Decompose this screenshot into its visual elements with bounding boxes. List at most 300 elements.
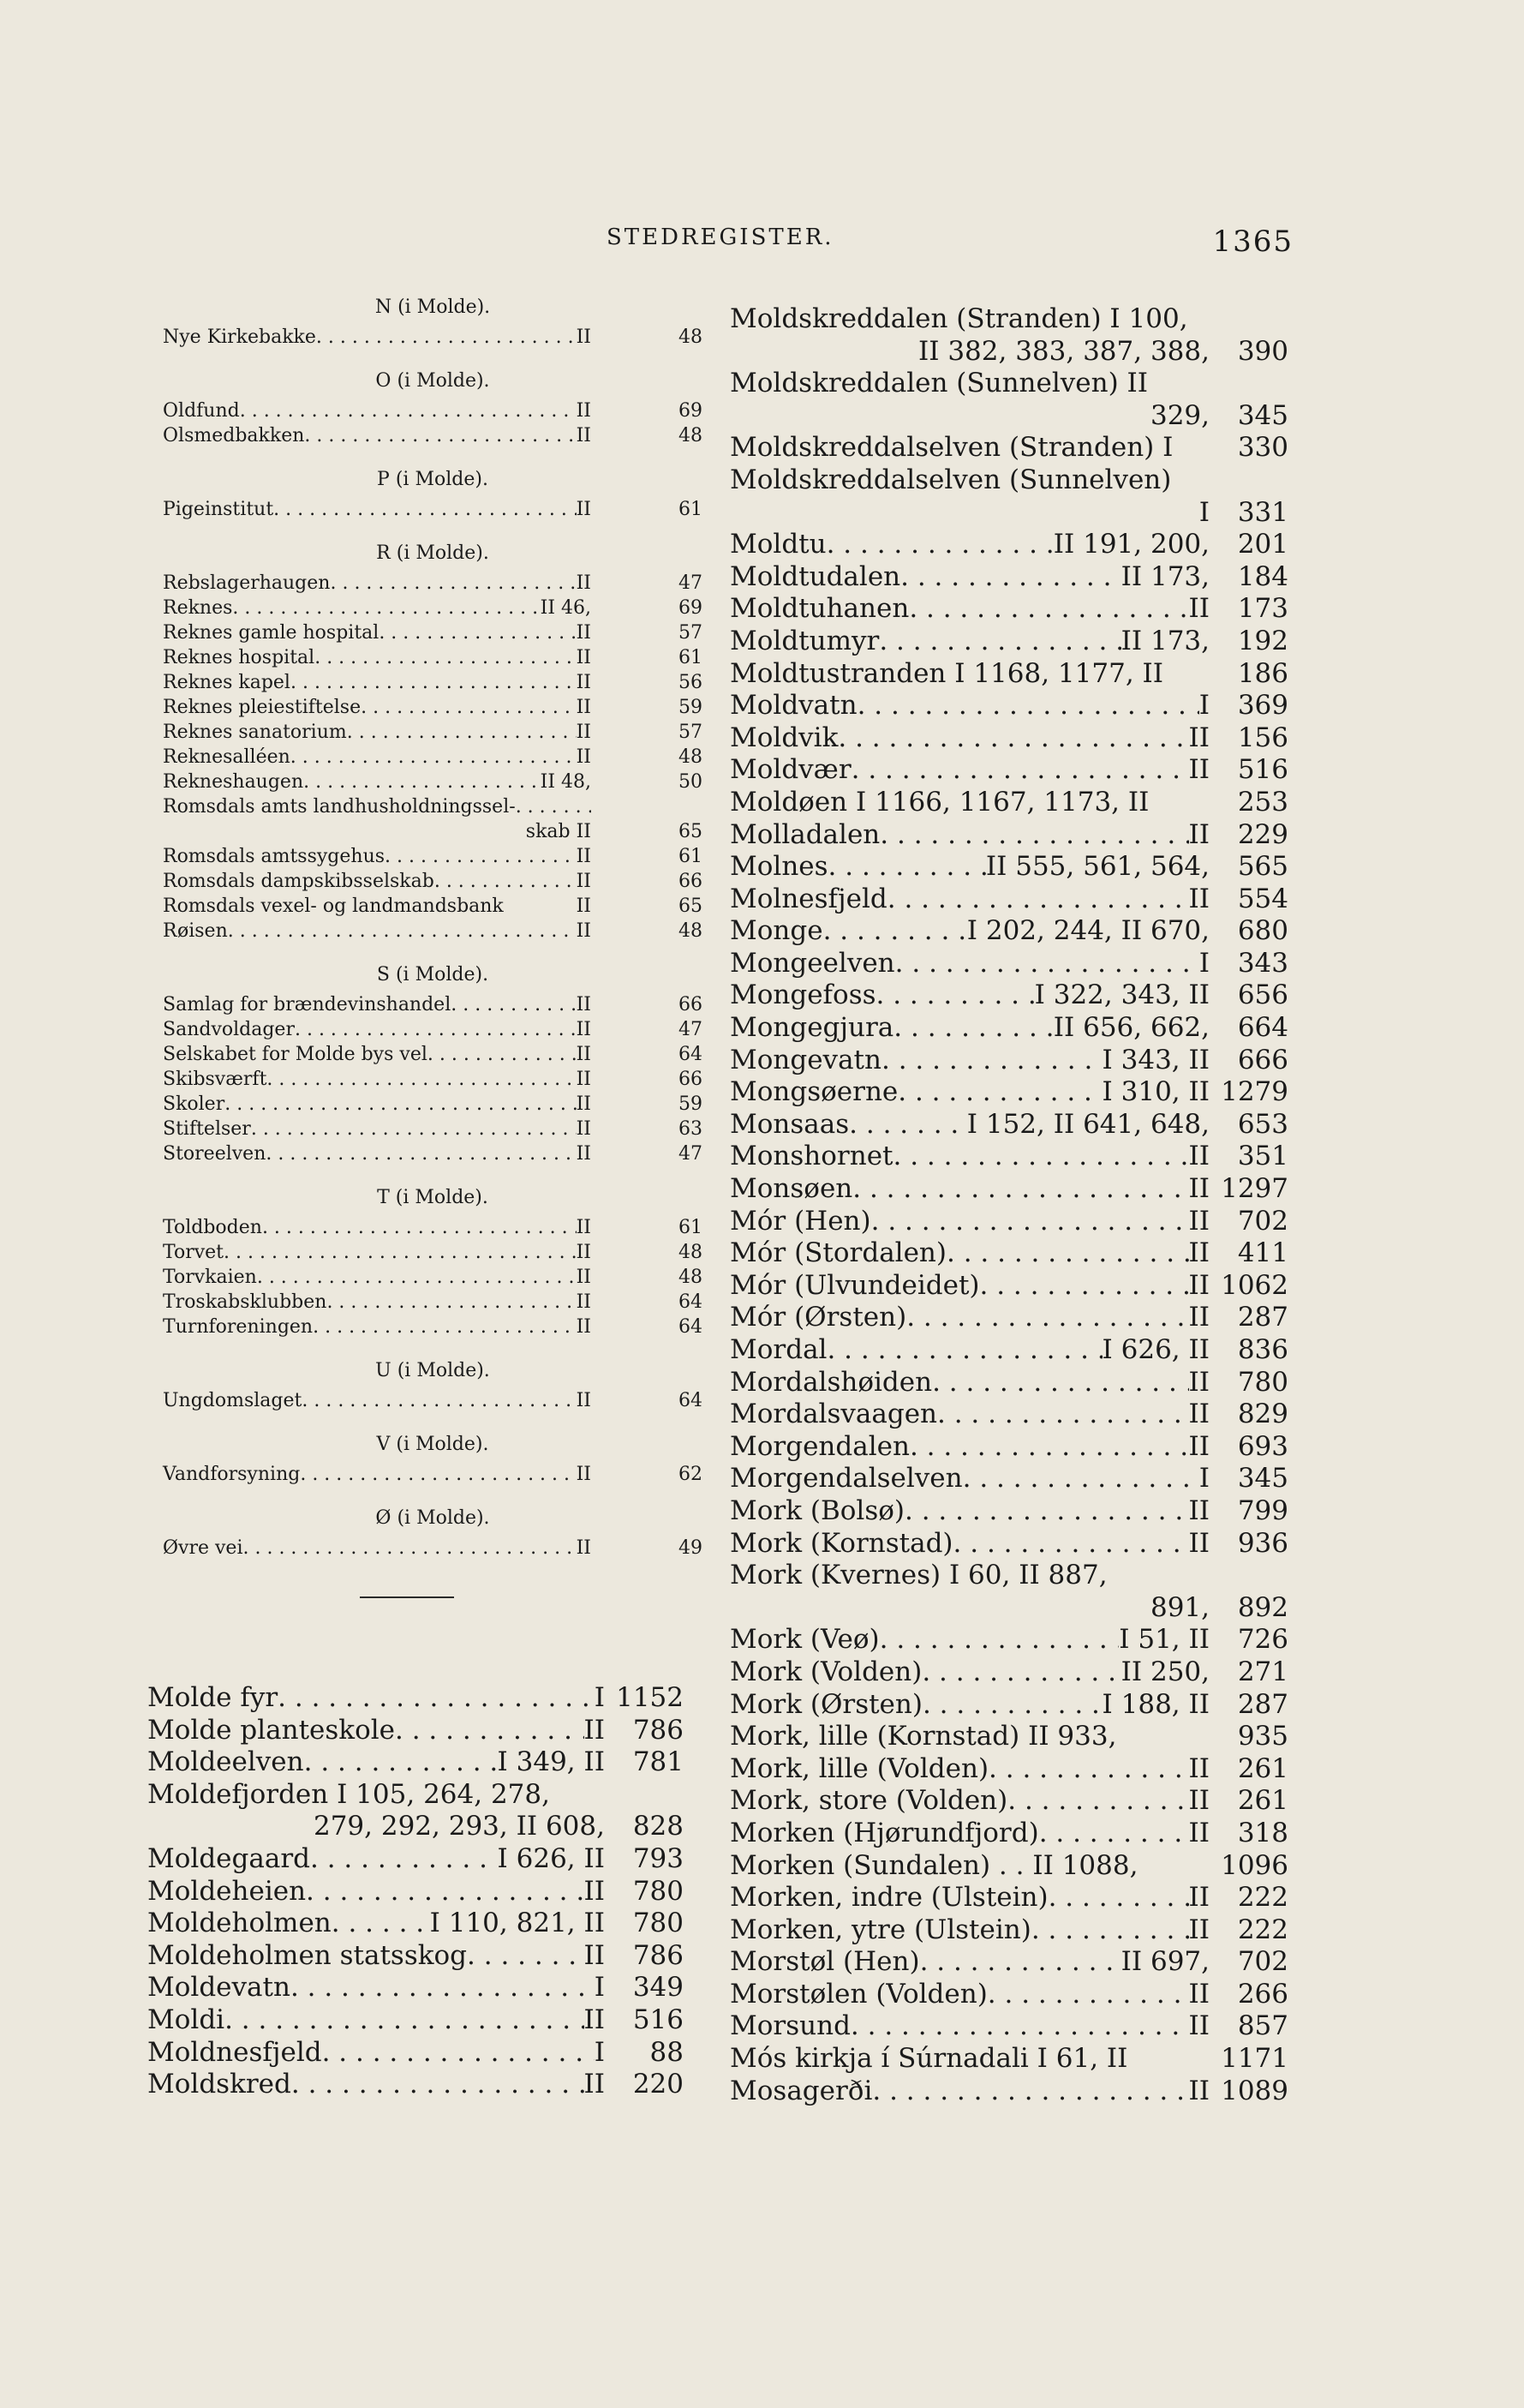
entry-page: 349 — [632, 1972, 684, 2004]
entry-name: Moldtustranden I 1168, 1177, II — [730, 657, 1164, 689]
page-header — [146, 225, 1294, 259]
entry-name: Røisen — [163, 920, 228, 942]
entry-page: 786 — [632, 1939, 684, 1971]
entry-page: 702 — [1237, 1946, 1288, 1978]
entry-name: Romsdals dampskibsselskab — [163, 871, 434, 892]
index-entry — [730, 1141, 1288, 1173]
dot-leader — [900, 561, 1121, 594]
entry-name: Mork, lille (Kornstad) II 933, — [730, 1721, 1117, 1752]
entry-name: Morsund — [730, 2010, 851, 2042]
entry-name: Torvkaien — [163, 1267, 257, 1288]
dot-leader — [326, 1290, 576, 1315]
entry-page: 828 — [632, 1811, 684, 1842]
index-entry — [163, 1042, 702, 1067]
dot-leader — [451, 992, 576, 1017]
index-entry — [147, 1746, 684, 1779]
molde-section — [163, 1357, 702, 1413]
index-entry — [730, 303, 1288, 336]
entry-page: 1297 — [1221, 1173, 1288, 1205]
entry-continuation — [730, 497, 1288, 530]
entry-name: Monshornet — [730, 1141, 893, 1172]
entry-name: Pigeinstitut — [163, 499, 274, 520]
index-entry — [730, 1012, 1288, 1045]
entry-volume: II — [576, 425, 591, 446]
dot-leader — [434, 869, 577, 894]
page-number: 1365 — [1212, 225, 1294, 259]
index-entry — [730, 1237, 1288, 1270]
index-entry — [163, 1290, 702, 1315]
entry-name: Moldtudalen — [730, 560, 901, 592]
dot-leader — [278, 1682, 595, 1715]
entry-reference: II — [1188, 1978, 1210, 2010]
entry-reference: II — [1188, 1269, 1210, 1301]
entry-name: Reknes pleiestiftelse — [163, 697, 362, 718]
entry-name: Mork (Volden) — [730, 1656, 923, 1687]
entry-volume: II — [576, 1044, 591, 1065]
index-entry — [163, 645, 702, 670]
dot-leader — [257, 1265, 577, 1290]
entry-reference: II — [1188, 1752, 1210, 1784]
running-title: STEDREGISTER. — [607, 225, 834, 250]
dot-leader — [361, 695, 577, 720]
entry-name: Samlag for brændevinshandel — [163, 994, 451, 1015]
index-entry — [730, 464, 1288, 497]
index-entry — [730, 368, 1288, 400]
dot-leader — [989, 1753, 1188, 1786]
entry-page: 656 — [1237, 979, 1288, 1011]
entry-name: Mork, store (Volden) — [730, 1785, 1008, 1817]
dot-leader — [240, 398, 577, 423]
dot-leader — [347, 720, 577, 745]
entry-reference: I 626, II — [497, 1842, 605, 1874]
index-entry — [163, 695, 702, 720]
dot-leader — [953, 1528, 1189, 1560]
entry-reference: II 555, 561, 564, — [985, 851, 1210, 883]
dot-leader — [823, 915, 967, 948]
index-entry — [163, 1067, 702, 1092]
entry-page: 666 — [1237, 1044, 1288, 1075]
index-entry — [163, 1265, 702, 1290]
entry-reference: I — [1198, 947, 1210, 979]
index-entry — [163, 1388, 702, 1413]
dot-leader — [980, 1270, 1189, 1303]
separator-rule — [360, 1596, 454, 1598]
entry-name: Selskabet for Molde bys vel — [163, 1044, 427, 1065]
dot-leader — [303, 770, 541, 794]
dot-leader — [923, 1689, 1103, 1722]
index-entry — [730, 1076, 1288, 1109]
entry-continuation — [730, 400, 1288, 433]
entry-volume: II — [576, 846, 591, 867]
entry-page: 222 — [1237, 1882, 1288, 1914]
entry-page: 516 — [632, 2004, 684, 2035]
entry-reference: II — [1188, 1785, 1210, 1817]
entry-name: Troskabsklubben — [163, 1291, 327, 1313]
index-entry — [730, 2010, 1288, 2043]
dot-leader — [858, 690, 1199, 722]
section-heading: T (i Molde). — [377, 1187, 488, 1208]
index-entry — [163, 992, 702, 1017]
molde-section — [163, 367, 702, 448]
entry-page: 1171 — [1221, 2043, 1288, 2075]
entry-volume: II — [576, 1464, 591, 1485]
entry-page: 702 — [1237, 1205, 1288, 1237]
dot-leader — [937, 1399, 1188, 1431]
dot-leader — [224, 2004, 583, 2037]
entry-reference: I 322, 343, II — [1034, 979, 1210, 1011]
index-entry — [730, 851, 1288, 884]
index-entry — [730, 1721, 1288, 1753]
index-entry — [730, 884, 1288, 916]
continuation-text: II 382, 383, 387, 388, — [917, 335, 1210, 367]
index-entry — [730, 2076, 1288, 2108]
entry-reference: I 202, 244, II 670, — [966, 915, 1210, 947]
entry-page: 66 — [678, 994, 702, 1015]
entry-name: Mork, lille (Volden) — [730, 1752, 989, 1784]
entry-volume: II — [576, 722, 591, 743]
dot-leader — [228, 919, 577, 943]
entry-name: Moldtu — [730, 529, 827, 560]
entry-page: 780 — [1237, 1366, 1288, 1398]
entry-page: 345 — [1237, 1463, 1288, 1495]
dot-leader — [266, 1067, 576, 1092]
index-entry — [147, 1972, 684, 2004]
entry-page: 726 — [1237, 1624, 1288, 1656]
entry-volume: II — [576, 1242, 591, 1263]
entry-page: 64 — [678, 1291, 702, 1313]
index-entry — [730, 1946, 1288, 1979]
entry-name: Reknes sanatorium — [163, 722, 347, 743]
entry-name: Moldskreddalen (Stranden) I 100, — [730, 303, 1188, 334]
entry-reference: II — [1188, 722, 1210, 753]
entry-reference: II 697, — [1121, 1946, 1210, 1978]
dot-leader — [291, 2069, 584, 2101]
index-entry — [163, 398, 702, 423]
entry-reference: II — [1188, 818, 1210, 850]
entry-name: Morken, ytre (Ulstein) — [730, 1914, 1031, 1945]
dot-leader — [893, 1012, 1053, 1045]
entry-reference: II — [1188, 1205, 1210, 1237]
entry-volume: II 46, — [540, 597, 591, 619]
entry-page: 61 — [678, 499, 702, 520]
entry-reference: I — [1198, 690, 1210, 722]
dot-leader — [266, 1141, 576, 1166]
dot-leader — [332, 1908, 430, 1940]
section-heading: S (i Molde). — [376, 964, 489, 985]
dot-leader — [988, 1979, 1189, 2011]
entry-page: 345 — [1237, 399, 1288, 431]
entry-name: Romsdals amtssygehus — [163, 846, 385, 867]
entry-reference: II — [583, 2069, 605, 2100]
entry-page: 88 — [649, 2036, 684, 2068]
entry-reference: II — [1188, 754, 1210, 786]
entry-reference: I 110, 821, II — [429, 1908, 605, 1939]
dot-leader — [880, 819, 1188, 852]
entry-page: 936 — [1237, 1527, 1288, 1559]
entry-page: 48 — [678, 746, 702, 768]
entry-reference: II — [1188, 2010, 1210, 2042]
entry-name: Moldefjorden I 105, 264, 278, — [147, 1778, 550, 1810]
index-entry — [730, 1173, 1288, 1206]
dot-leader — [880, 1624, 1120, 1656]
entry-page: 390 — [1237, 335, 1288, 367]
entry-reference: II — [1188, 1817, 1210, 1848]
dot-leader — [310, 1843, 498, 1876]
entry-name: Molnesfjeld — [730, 883, 888, 914]
entry-reference: II — [583, 2004, 605, 2035]
dot-leader — [947, 1237, 1189, 1270]
entry-name: Moldnesfjeld — [147, 2036, 322, 2068]
entry-name: Skibsværft — [163, 1069, 267, 1090]
left-column-entries — [147, 1682, 684, 2101]
entry-reference: II 173, — [1121, 625, 1210, 656]
dot-leader — [905, 1495, 1189, 1528]
entry-page: 653 — [1237, 1108, 1288, 1140]
dot-leader — [290, 670, 577, 695]
entry-name: Mongeelven — [730, 947, 895, 979]
entry-name: Reknes kapel — [163, 672, 290, 693]
index-entry — [163, 497, 702, 522]
entry-name: Mork (Veø) — [730, 1624, 880, 1656]
dot-leader — [963, 1463, 1199, 1495]
entry-page: 1089 — [1221, 2075, 1288, 2106]
entry-reference: I — [1198, 1463, 1210, 1495]
entry-reference: II — [1188, 2075, 1210, 2106]
molde-section — [163, 1430, 702, 1487]
dot-leader — [330, 571, 576, 596]
index-entry — [163, 1117, 702, 1141]
entry-name: Mós kirkja í Súrnadali I 61, II — [730, 2043, 1128, 2075]
entry-page: 287 — [1237, 1688, 1288, 1720]
entry-reference: II — [1188, 883, 1210, 914]
entry-name: Molladalen — [730, 818, 881, 850]
dot-leader — [827, 1334, 1102, 1367]
entry-name: Moldvatn — [730, 690, 858, 722]
entry-volume: II — [576, 1291, 591, 1313]
index-entry — [730, 1431, 1288, 1464]
dot-leader — [893, 1141, 1189, 1173]
entry-page: 173 — [1237, 593, 1288, 625]
entry-volume: II — [576, 1019, 591, 1040]
dot-leader — [427, 1042, 577, 1067]
entry-page: 66 — [678, 871, 702, 892]
entry-name: Moldegaard — [147, 1842, 310, 1874]
entry-page: 48 — [678, 1242, 702, 1263]
index-entry — [730, 690, 1288, 722]
dot-leader — [882, 1045, 1103, 1077]
index-entry — [730, 432, 1288, 464]
index-entry — [163, 1462, 702, 1487]
index-entry — [730, 1495, 1288, 1528]
entry-reference: II — [1188, 1173, 1210, 1205]
dot-leader — [872, 2076, 1188, 2108]
entry-page: 64 — [678, 1390, 702, 1411]
index-entry — [163, 745, 702, 770]
dot-leader — [322, 2037, 595, 2070]
entry-volume: II — [576, 1093, 591, 1115]
index-entry — [730, 1979, 1288, 2011]
entry-page: 64 — [678, 1316, 702, 1338]
entry-page: 61 — [678, 647, 702, 668]
entry-reference: II 191, 200, — [1053, 529, 1210, 560]
entry-page: 47 — [678, 1143, 702, 1165]
entry-name: Morken, indre (Ulstein) — [730, 1882, 1049, 1914]
entry-reference: II — [1188, 1527, 1210, 1559]
entry-reference: II — [1188, 1882, 1210, 1914]
entry-page: 411 — [1237, 1237, 1288, 1269]
entry-reference: II — [583, 1939, 605, 1971]
index-entry — [730, 948, 1288, 980]
entry-reference: II — [1188, 1399, 1210, 1430]
index-entry — [730, 754, 1288, 787]
entry-reference: II — [1188, 1302, 1210, 1333]
entry-name: Moldeelven — [147, 1746, 304, 1778]
dot-leader — [828, 851, 986, 884]
entry-name: Mork (Kvernes) I 60, II 887, — [730, 1560, 1108, 1591]
entry-page: 693 — [1237, 1430, 1288, 1462]
entry-page: 65 — [678, 896, 702, 917]
entry-name: Moldeholmen statsskog — [147, 1939, 468, 1971]
dot-leader — [516, 794, 591, 819]
entry-volume: II — [576, 697, 591, 718]
entry-page: 516 — [1237, 754, 1288, 786]
entry-page: 261 — [1237, 1785, 1288, 1817]
entry-name: Mordalsvaagen — [730, 1399, 938, 1430]
entry-page: 1062 — [1221, 1269, 1288, 1301]
index-entry — [730, 1882, 1288, 1914]
entry-name: Moldeholmen — [147, 1908, 332, 1939]
molde-subindex — [163, 293, 702, 1598]
entry-reference: I — [594, 1972, 605, 2004]
dot-leader — [898, 1076, 1102, 1109]
entry-page: 64 — [678, 1044, 702, 1065]
entry-page: 49 — [678, 1537, 702, 1559]
entry-volume: II — [576, 746, 591, 768]
index-entry — [163, 596, 702, 620]
dot-leader — [306, 1876, 583, 1908]
index-entry — [163, 423, 702, 448]
dot-leader — [273, 497, 576, 522]
continuation-text: skab II — [525, 821, 591, 842]
index-entry — [163, 325, 702, 350]
index-entry — [730, 626, 1288, 658]
entry-name: Oldfund — [163, 400, 240, 422]
dot-leader — [851, 2010, 1189, 2043]
entry-volume: II — [576, 1390, 591, 1411]
entry-page: 229 — [1237, 818, 1288, 850]
entry-page: 565 — [1237, 851, 1288, 883]
entry-name: Mordal — [730, 1334, 828, 1365]
index-entry — [163, 1092, 702, 1117]
index-entry — [730, 658, 1288, 691]
entry-name: Mór (Ørsten) — [730, 1302, 907, 1333]
entry-page: 271 — [1237, 1656, 1288, 1687]
entry-page: 318 — [1237, 1817, 1288, 1848]
entry-name: Moldskred — [147, 2069, 291, 2100]
index-entry — [730, 1689, 1288, 1722]
dot-leader — [395, 1715, 584, 1747]
dot-leader — [262, 1215, 577, 1240]
entry-reference: II 656, 662, — [1053, 1012, 1210, 1044]
dot-leader — [224, 1240, 577, 1265]
dot-leader — [895, 948, 1199, 980]
index-entry — [147, 1843, 684, 1876]
entry-page: 331 — [1237, 496, 1288, 528]
index-entry — [730, 1463, 1288, 1495]
entry-name: Mongevatn — [730, 1044, 882, 1075]
index-entry — [730, 529, 1288, 561]
dot-leader — [852, 1173, 1188, 1206]
entry-name: Reknes — [163, 597, 233, 619]
entry-page: 66 — [678, 1069, 702, 1090]
dot-leader — [1031, 1914, 1189, 1947]
index-entry — [163, 894, 702, 919]
entry-reference: II 173, — [1121, 560, 1210, 592]
index-entry — [730, 1914, 1288, 1947]
entry-page: 201 — [1237, 529, 1288, 560]
entry-volume: II — [576, 920, 591, 942]
index-entry — [730, 1560, 1288, 1592]
dot-leader — [302, 1388, 576, 1413]
continuation-text: I — [1198, 496, 1210, 528]
section-heading: Ø (i Molde). — [375, 1507, 490, 1529]
entry-reference: I 343, II — [1102, 1044, 1210, 1075]
entry-page: 287 — [1237, 1302, 1288, 1333]
index-entry — [730, 1850, 1288, 1883]
index-entry — [147, 2069, 684, 2101]
index-entry — [147, 1940, 684, 1973]
entry-name: Moldi — [147, 2004, 225, 2035]
entry-page: 786 — [632, 1714, 684, 1746]
entry-page: 56 — [678, 672, 702, 693]
index-entry — [147, 1876, 684, 1908]
entry-name: Turnforeningen — [163, 1316, 314, 1338]
dot-leader — [224, 1092, 576, 1117]
entry-page: 156 — [1237, 722, 1288, 753]
section-heading: P (i Molde). — [377, 469, 488, 490]
entry-reference: I — [594, 1682, 605, 1713]
entry-page: 59 — [678, 697, 702, 718]
entry-page: 892 — [1237, 1591, 1288, 1623]
entry-name: Monsøen — [730, 1173, 853, 1205]
entry-reference: II — [1188, 1366, 1210, 1398]
dot-leader — [314, 645, 576, 670]
entry-reference: II — [583, 1875, 605, 1907]
entry-page: 935 — [1237, 1721, 1288, 1752]
index-entry — [730, 979, 1288, 1012]
entry-reference: II — [1188, 1237, 1210, 1269]
entry-page: 48 — [678, 425, 702, 446]
entry-page: 780 — [632, 1875, 684, 1907]
dot-leader — [251, 1117, 577, 1141]
index-entry — [730, 819, 1288, 852]
entry-volume: II — [576, 672, 591, 693]
index-entry — [147, 2004, 684, 2037]
entry-name: Morken (Sundalen) . . II 1088, — [730, 1849, 1139, 1881]
dot-leader — [879, 626, 1121, 658]
entry-page: 829 — [1237, 1399, 1288, 1430]
entry-name: Skoler — [163, 1093, 225, 1115]
index-entry — [163, 571, 702, 596]
dot-leader — [922, 1656, 1121, 1689]
entry-name: Olsmedbakken — [163, 425, 305, 446]
entry-name: Mosagerði — [730, 2075, 873, 2106]
continuation-text: 279, 292, 293, II 608, — [313, 1811, 605, 1842]
index-entry — [163, 844, 702, 869]
dot-leader — [290, 745, 577, 770]
entry-name: Moldtuhanen — [730, 593, 910, 625]
index-entry — [147, 1715, 684, 1747]
